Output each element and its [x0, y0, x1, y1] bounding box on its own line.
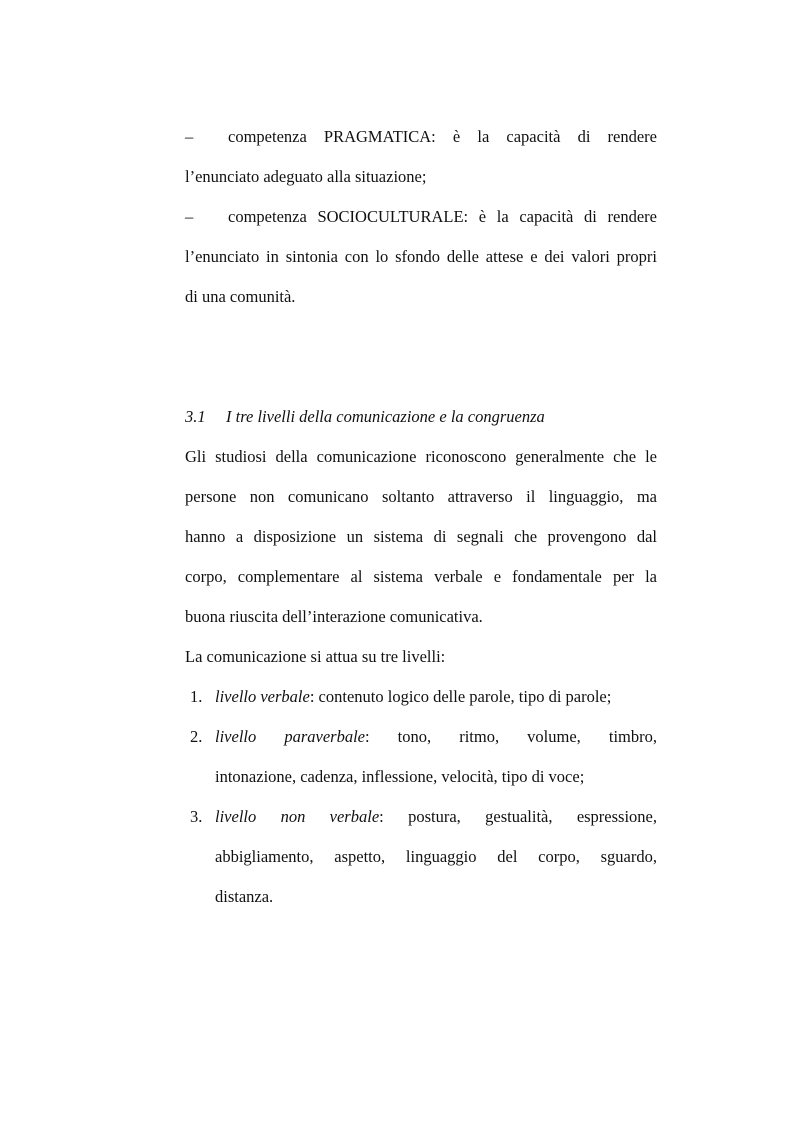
dash-marker: – — [185, 127, 194, 146]
body-paragraph — [185, 437, 657, 637]
list-desc: : tono, ritmo, volume, timbro, — [364, 727, 658, 746]
paragraph-line: Gli studiosi della comunicazione riconoscono generalmente che le — [185, 447, 657, 466]
list-term: livello paraverbale — [215, 727, 365, 746]
list-line — [215, 797, 657, 837]
dash-marker: – — [185, 207, 194, 226]
list-marker: 1. — [190, 687, 203, 706]
list-term: livello non verbale — [215, 807, 380, 826]
list-line — [215, 717, 657, 757]
section-heading — [185, 397, 657, 437]
list-intro: La comunicazione si attua su tre livelli: — [185, 647, 446, 666]
list-item-verbale — [185, 677, 657, 717]
paragraph-line: persone non comunicano soltanto attraverso il linguaggio, ma — [185, 487, 657, 506]
paragraph-line: corpo, complementare al sistema verbale e fondamentale per la — [185, 567, 657, 586]
list-desc: : contenuto logico delle parole, tipo di parole; — [309, 687, 612, 706]
list-desc: : postura, gestualità, espressione, — [379, 807, 658, 826]
bullet-line: competenza SOCIOCULTURALE: è la capacità di rendere — [228, 207, 657, 226]
paragraph-line: buona riuscita dell’interazione comunicativa. — [185, 607, 483, 626]
list-line — [215, 677, 657, 717]
section-number: 3.1 — [185, 407, 206, 426]
bullet-line: l’enunciato adeguato alla situazione; — [185, 167, 427, 186]
list-marker: 3. — [190, 807, 203, 826]
list-term: livello verbale — [215, 687, 310, 706]
bullet-item-pragmatica — [185, 117, 657, 197]
section-title: I tre livelli della comunicazione e la congruenza — [226, 407, 545, 426]
list-line: abbigliamento, aspetto, linguaggio del corpo, sguardo, — [215, 847, 657, 866]
bullet-item-socioculturale — [185, 197, 657, 317]
list-line: intonazione, cadenza, inflessione, velocità, tipo di voce; — [215, 767, 585, 786]
bullet-line: l’enunciato in sintonia con lo sfondo delle attese e dei valori propri — [185, 247, 657, 266]
list-line: distanza. — [215, 887, 274, 906]
list-item-paraverbale — [185, 717, 657, 797]
paragraph-line: hanno a disposizione un sistema di segnali che provengono dal — [185, 527, 657, 546]
list-marker: 2. — [190, 727, 203, 746]
bullet-line: di una comunità. — [185, 287, 296, 306]
list-item-non-verbale — [185, 797, 657, 917]
bullet-line: competenza PRAGMATICA: è la capacità di rendere — [228, 127, 657, 146]
